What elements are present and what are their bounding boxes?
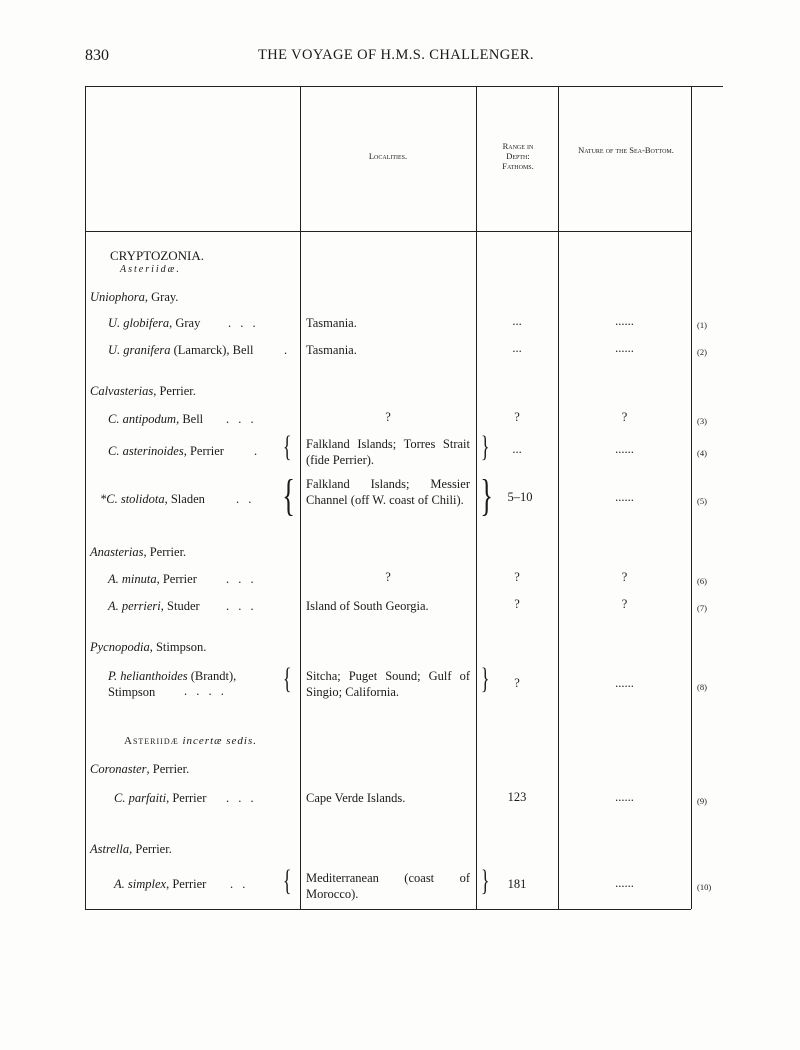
bottom-a-minuta: ? (621, 570, 628, 584)
bottom-u-granifera: ...... (615, 341, 634, 355)
species-author: , Perrier (166, 877, 207, 891)
bottom-c-antipodum: ? (621, 410, 628, 424)
footnote-ref: (2) (697, 347, 707, 357)
genus-coronaster (90, 762, 189, 777)
footnote-ref: (7) (697, 603, 707, 613)
species-author: , Perrier (183, 444, 224, 458)
page-number: 830 (85, 47, 109, 64)
genus-author: , Gray. (144, 290, 179, 304)
depth-u-globifera: ... (512, 314, 522, 328)
column-divider-localities (300, 86, 301, 909)
locality-a-minuta: ? (385, 570, 391, 584)
leader-dots: . . . (228, 316, 259, 330)
depth-a-simplex: 181 (507, 877, 527, 891)
incertae-label: incertæ sedis. (178, 735, 257, 747)
footnote-ref: (1) (697, 320, 707, 330)
running-title: THE VOYAGE OF H.M.S. CHALLENGER. (258, 47, 534, 63)
genus-author: , Perrier. (146, 762, 190, 776)
species-a-perrieri (108, 599, 200, 614)
bottom-a-simplex: ...... (615, 876, 634, 890)
leader-dots: . . . . (184, 684, 227, 698)
depth-a-perrieri: ? (514, 597, 520, 611)
genus-name: Astrella (90, 842, 130, 856)
leader-dots: . (254, 444, 261, 458)
depth-a-minuta: ? (514, 570, 520, 584)
column-divider-refs (691, 86, 692, 909)
species-name: C. parfaiti (114, 791, 167, 805)
leader-dots: . . (236, 492, 255, 506)
depth-u-granifera: ... (512, 341, 522, 355)
bottom-c-stolidota: ...... (615, 490, 634, 504)
bottom-a-perrieri: ? (621, 597, 628, 611)
left-brace: { (282, 430, 292, 463)
bottom-c-asterinoides: ...... (615, 442, 634, 456)
locality-a-perrieri: Island of South Georgia. (306, 599, 429, 613)
table-bottom-rule (85, 909, 691, 910)
genus-name: Pycnopodia (90, 640, 150, 654)
genus-name: Calvasterias (90, 384, 154, 398)
left-brace: { (282, 471, 295, 520)
species-author: (Brandt), Stimpson (108, 669, 237, 699)
species-name: C. antipodum (108, 412, 177, 426)
species-u-globifera (108, 316, 200, 331)
species-c-antipodum (108, 412, 203, 427)
species-u-granifera (108, 343, 253, 358)
depth-c-stolidota: 5–10 (507, 490, 533, 504)
genus-uniophora (90, 290, 178, 305)
leader-dots: . . . (226, 412, 257, 426)
genus-calvasterias (90, 384, 196, 399)
table-top-rule (85, 86, 723, 87)
table-left-rule (85, 86, 86, 909)
footnote-ref: (5) (697, 496, 707, 506)
species-name: *C. stolidota (100, 492, 165, 506)
species-name: A. perrieri (108, 599, 161, 613)
genus-name: Anasterias (90, 545, 144, 559)
column-heading-localities: Localities. (368, 151, 408, 161)
species-author: , Perrier (166, 791, 207, 805)
genus-name: Uniophora (90, 290, 145, 304)
genus-author: , Perrier. (143, 545, 187, 559)
genus-name: Coronaster (90, 762, 147, 776)
bottom-p-helianthoides: ...... (615, 676, 634, 690)
species-author: , Perrier (156, 572, 197, 586)
bottom-u-globifera: ...... (615, 314, 634, 328)
species-author: , Gray (169, 316, 201, 330)
species-name: C. asterinoides (108, 444, 184, 458)
locality-c-antipodum: ? (385, 410, 391, 424)
genus-author: , Perrier. (129, 842, 172, 856)
bottom-c-parfaiti: ...... (615, 790, 634, 804)
family-name: Asteriidæ. (120, 264, 181, 275)
section-title: CRYPTOZONIA. (110, 248, 205, 263)
genus-astrella (90, 842, 172, 857)
locality-a-simplex: Mediterranean (coast of Morocco). (306, 871, 470, 901)
footnote-ref: (10) (697, 882, 712, 892)
species-author: , Bell (176, 412, 204, 426)
left-brace: { (282, 662, 292, 695)
footnote-ref: (3) (697, 416, 707, 426)
genus-pycnopodia (90, 640, 206, 655)
right-brace: } (480, 662, 490, 695)
column-heading-depth: Range in Depth: Fathoms. (502, 141, 534, 171)
species-c-asterinoides (108, 444, 224, 459)
depth-c-asterinoides: ... (512, 442, 522, 456)
column-heading-bottom: Nature of the Sea-Bottom. (578, 145, 674, 155)
species-author: , Sladen (164, 492, 205, 506)
right-brace: } (480, 864, 490, 897)
leader-dots: . . . (226, 791, 257, 805)
species-a-simplex (114, 877, 206, 892)
depth-c-antipodum: ? (514, 410, 520, 424)
locality-u-granifera: Tasmania. (306, 343, 357, 357)
footnote-ref: (9) (697, 796, 707, 806)
leader-dots: . . . (226, 599, 257, 613)
right-brace: } (480, 430, 490, 463)
incertae-sedis-heading (124, 735, 257, 747)
depth-p-helianthoides: ? (514, 676, 520, 690)
species-name: P. helianthoides (108, 669, 188, 683)
footnote-ref: (4) (697, 448, 707, 458)
species-c-stolidota (100, 492, 205, 507)
species-author: (Lamarck), Bell (170, 343, 254, 357)
locality-c-parfaiti: Cape Verde Islands. (306, 791, 406, 805)
genus-author: , Perrier. (153, 384, 196, 398)
depth-c-parfaiti: 123 (507, 790, 527, 804)
table-header-rule (85, 231, 691, 232)
leader-dots: . . . (226, 572, 257, 586)
species-name: U. globifera (108, 316, 170, 330)
left-brace: { (282, 864, 292, 897)
species-name: A. simplex (114, 877, 167, 891)
footnote-ref: (8) (697, 682, 707, 692)
locality-u-globifera: Tasmania. (306, 316, 357, 330)
genus-author: , Stimpson. (149, 640, 207, 654)
species-c-parfaiti (114, 791, 206, 806)
genus-anasterias (90, 545, 186, 560)
leader-dots: . (284, 343, 291, 357)
species-name: U. granifera (108, 343, 171, 357)
family-prefix: Asteriidæ (124, 735, 179, 747)
leader-dots: . . (230, 877, 249, 891)
locality-c-asterinoides: Falkland Islands; Torres Strait (fide Perrier). (306, 437, 470, 467)
right-brace: } (480, 471, 493, 520)
species-name: A. minuta (108, 572, 157, 586)
locality-p-helianthoides: Sitcha; Puget Sound; Gulf of Singio; California. (306, 669, 470, 699)
column-divider-depth (476, 86, 477, 909)
species-a-minuta (108, 572, 197, 587)
locality-c-stolidota: Falkland Islands; Messier Channel (off W. coast of Chili). (306, 477, 470, 507)
species-author: , Studer (160, 599, 200, 613)
footnote-ref: (6) (697, 576, 707, 586)
